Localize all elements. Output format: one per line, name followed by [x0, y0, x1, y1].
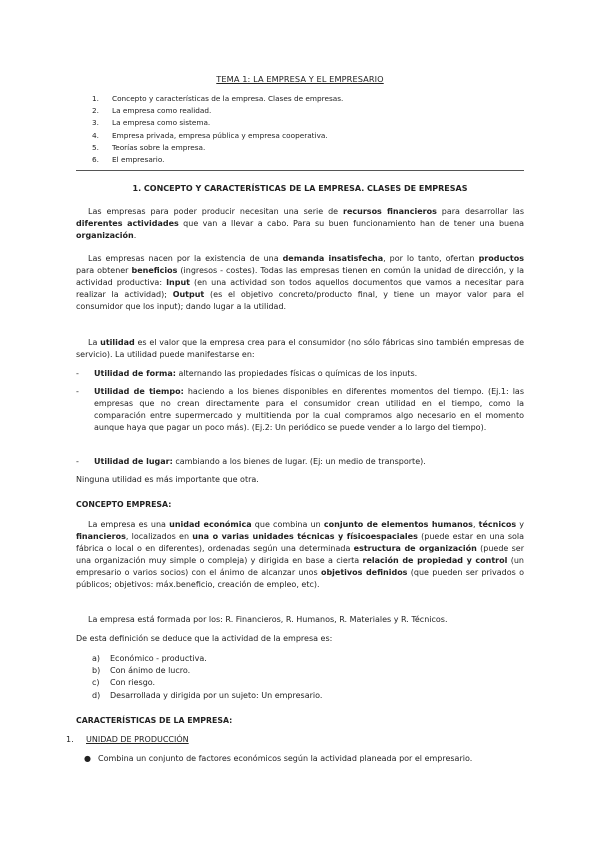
paragraph-deduction: De esta definición se deduce que la actividad de la empresa es:	[76, 634, 333, 643]
list-item: - Utilidad de tiempo: haciendo a los bienes disponibles en diferentes momentos del tiempo. (Ej.1: las empresas que no crean directamente para el consumidor crean utilidad en el tiempo, como la comparación entre supermercado y multitienda por la cual compramos algo necesario en el momento aunque haya que pagar un poco más). (Ej.2: Un periódico se puede vender a lo largo del tiempo).	[76, 387, 525, 432]
activity-list	[92, 653, 322, 702]
list-item: c) Con riesgo.	[92, 678, 156, 688]
toc-number: 4.	[92, 130, 99, 140]
toc-item	[92, 105, 343, 117]
toc-number: 1.	[92, 94, 99, 103]
toc-item	[92, 130, 343, 142]
numbered-subsection: 1. UNIDAD DE PRODUCCIÓN	[66, 735, 189, 744]
list-item: - Utilidad de forma: alternando las propiedades físicas o químicas de los inputs.	[76, 369, 418, 378]
bullet-icon: ●	[84, 754, 91, 763]
toc-number: 3.	[92, 118, 99, 128]
paragraph-definition: La empresa es una unidad económica que combina un conjunto de elementos humanos, técnicos y financieros, localizados en una o varias unidades técnicas y físicoespaciales (puede estar en una sola fábrica o local o en diferentes), ordenadas según una determinada estructura de organización (puede ser una organización muy simple o compleja) y dirigida en base a cierta relación de propiedad y control (un empresario o varios socios) con el ánimo de alcanzar unos objetivos definidos (que pueden ser privados o públicos; objetivos: máx.beneficio, creación de empleo, etc).	[76, 520, 525, 589]
section-divider	[76, 170, 524, 171]
list-item: d) Desarrollada y dirigida por un sujeto: Un empresario.	[92, 690, 323, 700]
toc-item	[92, 117, 343, 129]
toc-number: 5.	[92, 142, 99, 152]
toc-text: La empresa como sistema.	[112, 118, 211, 128]
list-item: - Utilidad de lugar: cambiando a los bienes de lugar. (Ej: un medio de transporte).	[76, 457, 426, 466]
document-title: TEMA 1: LA EMPRESA Y EL EMPRESARIO	[216, 74, 384, 84]
toc-text: Empresa privada, empresa pública y empresa cooperativa.	[112, 130, 328, 140]
bullet-item: ● Combina un conjunto de factores económicos según la actividad planeada por el empresario.	[84, 754, 473, 763]
list-item: a) Económico - productiva.	[92, 654, 207, 663]
toc-text: La empresa como realidad.	[112, 106, 212, 116]
toc-text: Teorías sobre la empresa.	[112, 142, 206, 152]
list-item: b) Con ánimo de lucro.	[92, 666, 191, 676]
toc-item	[92, 142, 343, 154]
toc-text: El empresario.	[112, 155, 165, 165]
paragraph-note: Ninguna utilidad es más importante que otra.	[76, 475, 259, 484]
toc-text: Concepto y características de la empresa. Clases de empresas.	[112, 94, 344, 103]
table-of-contents	[92, 93, 343, 166]
toc-number: 2.	[92, 106, 99, 116]
paragraph-utility: La utilidad es el valor que la empresa crea para el consumidor (no sólo fábricas sino también empresas de servicio). La utilidad puede manifestarse en:	[76, 338, 524, 359]
toc-item	[92, 93, 343, 105]
section-heading: 1. CONCEPTO Y CARACTERÍSTICAS DE LA EMPRESA. CLASES DE EMPRESAS	[132, 184, 468, 193]
toc-item	[92, 154, 343, 166]
characteristics-heading: CARACTERÍSTICAS DE LA EMPRESA:	[76, 716, 233, 725]
paragraph-resources-list: La empresa está formada por los: R. Financieros, R. Humanos, R. Materiales y R. Técnicos.	[88, 615, 448, 624]
paragraph-demand: Las empresas nacen por la existencia de una demanda insatisfecha, por lo tanto, ofertan productos para obtener beneficios (ingresos - costes). Todas las empresas tienen en común la unidad de dirección, y la actividad productiva: Input (en una actividad son todos aquellos documentos que vamos a necesitar para realizar la actividad); Output (es el objetivo concreto/producto final, y tiene un mayor valor para el consumidor que los input); dando lugar a la utilidad.	[76, 254, 524, 311]
toc-number: 6.	[92, 155, 99, 165]
concept-heading: CONCEPTO EMPRESA:	[76, 500, 172, 509]
paragraph-resources: Las empresas para poder producir necesitan una serie de recursos financieros para desarrollar las diferentes actividades que van a llevar a cabo. Para su buen funcionamiento han de tener una buena organización.	[76, 207, 525, 240]
